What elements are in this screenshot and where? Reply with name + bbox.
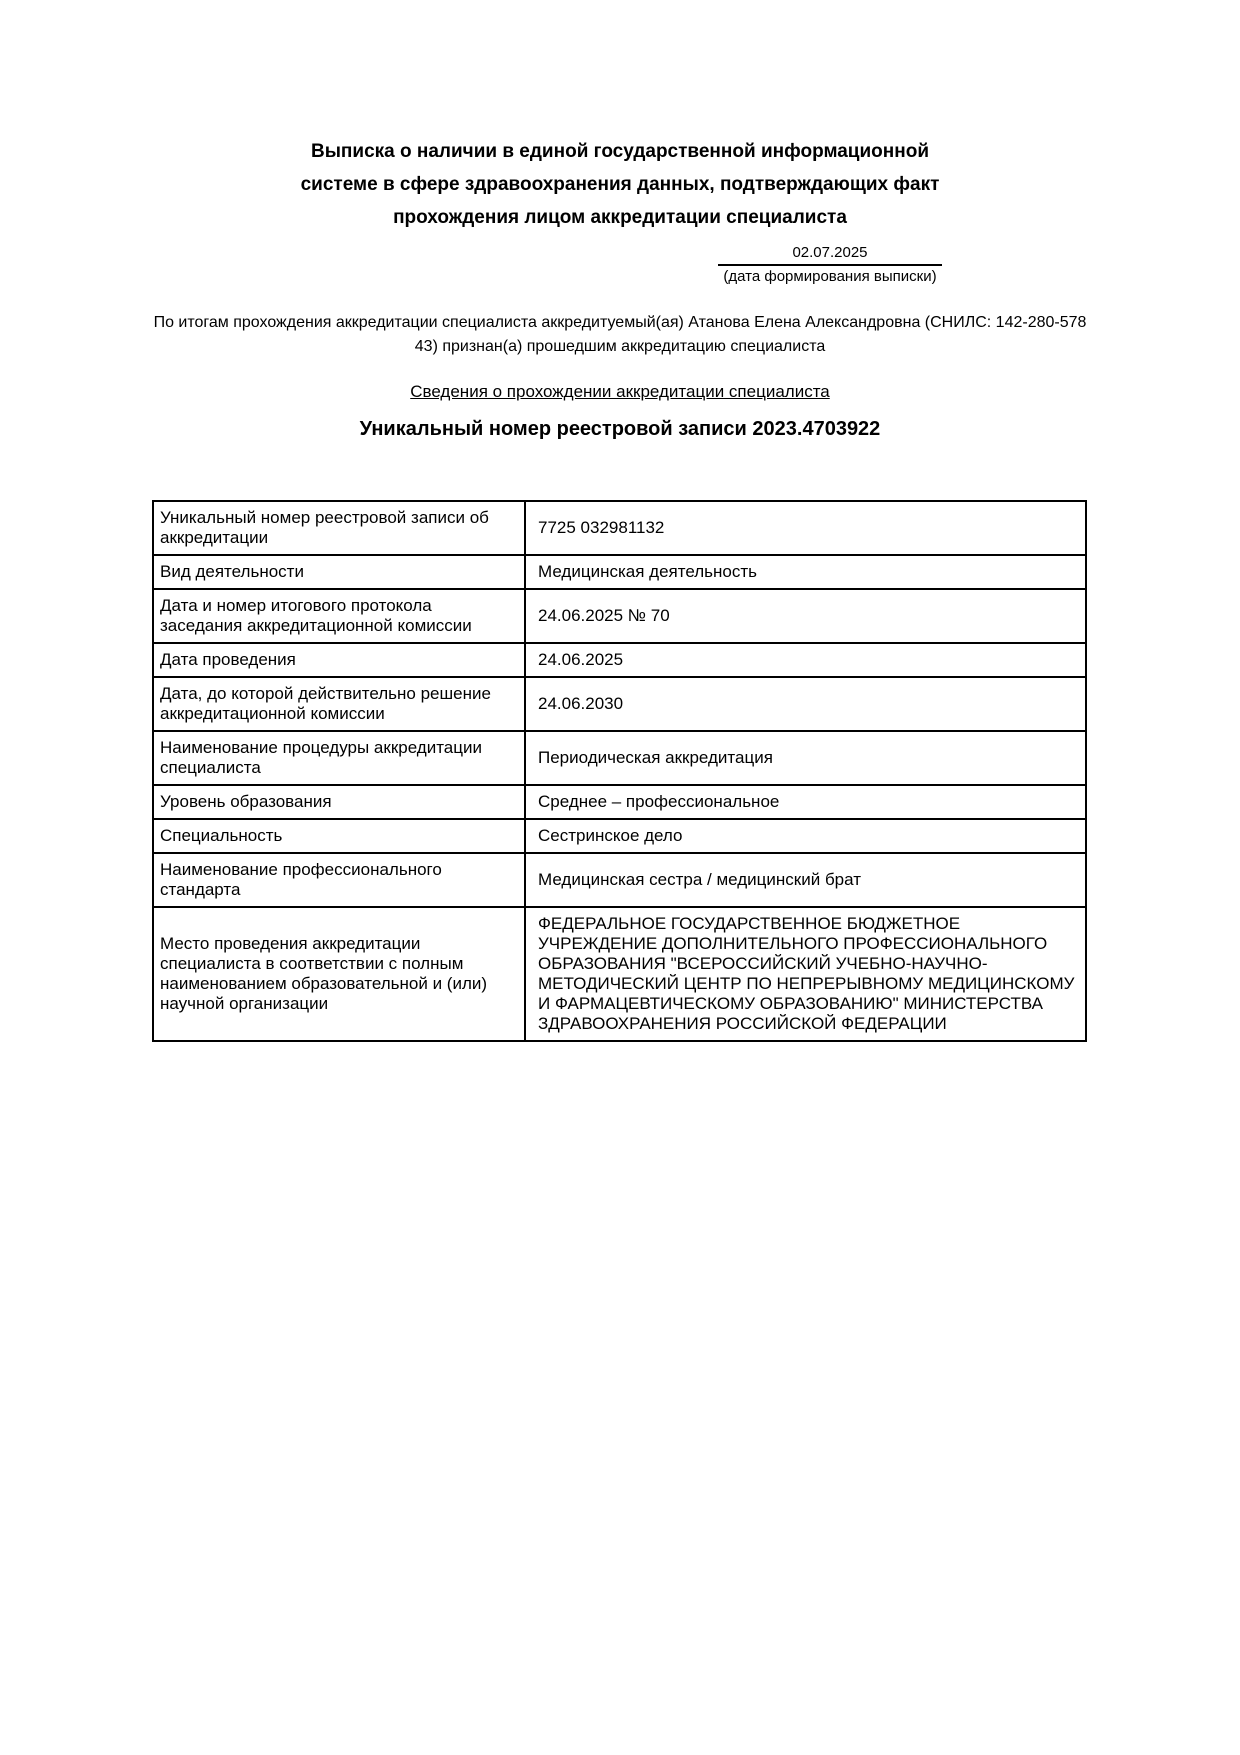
registry-number-heading: Уникальный номер реестровой записи 2023.4703922	[359, 418, 881, 440]
accreditation-table-body	[153, 501, 1086, 1041]
document-title: Выписка о наличии в единой государственной информационной системе в сфере здравоохранения данных, подтверждающих факт прохождения лицом аккредитации специалиста	[300, 141, 940, 228]
row-value: Сестринское дело	[525, 819, 1086, 853]
formation-date-caption: (дата формирования выписки)	[723, 268, 937, 285]
table-row	[153, 555, 1086, 589]
formation-date-block	[718, 242, 942, 287]
row-value: 7725 032981132	[525, 501, 1086, 555]
row-value: Медицинская деятельность	[525, 555, 1086, 589]
table-row	[153, 677, 1086, 731]
row-value: 24.06.2025	[525, 643, 1086, 677]
table-row	[153, 819, 1086, 853]
accreditation-table	[152, 500, 1087, 1042]
row-label: Дата, до которой действительно решение аккредитационной комиссии	[153, 677, 525, 731]
table-row	[153, 501, 1086, 555]
table-row	[153, 853, 1086, 907]
row-label: Уникальный номер реестровой записи об аккредитации	[153, 501, 525, 555]
row-label: Наименование профессионального стандарта	[153, 853, 525, 907]
intro-paragraph: По итогам прохождения аккредитации специалиста аккредитуемый(ая) Атанова Елена Александровна (СНИЛС: 142-280-578 43) признан(а) прошедшим аккредитацию специалиста	[153, 314, 1087, 355]
row-label: Место проведения аккредитации специалиста в соответствии с полным наименованием образовательной и (или) научной организации	[153, 907, 525, 1041]
row-value: Периодическая аккредитация	[525, 731, 1086, 785]
row-label: Дата и номер итогового протокола заседания аккредитационной комиссии	[153, 589, 525, 643]
row-value: Медицинская сестра / медицинский брат	[525, 853, 1086, 907]
table-row	[153, 731, 1086, 785]
formation-date: 02.07.2025	[718, 242, 942, 266]
section-heading: Сведения о прохождении аккредитации специалиста	[410, 382, 830, 401]
row-label: Дата проведения	[153, 643, 525, 677]
table-row	[153, 785, 1086, 819]
row-label: Уровень образования	[153, 785, 525, 819]
row-value: 24.06.2025 № 70	[525, 589, 1086, 643]
row-label: Наименование процедуры аккредитации специалиста	[153, 731, 525, 785]
row-value: 24.06.2030	[525, 677, 1086, 731]
row-value: ФЕДЕРАЛЬНОЕ ГОСУДАРСТВЕННОЕ БЮДЖЕТНОЕ УЧРЕЖДЕНИЕ ДОПОЛНИТЕЛЬНОГО ПРОФЕССИОНАЛЬНОГО ОБРАЗОВАНИЯ "ВСЕРОССИЙСКИЙ УЧЕБНО-НАУЧНО-МЕТОДИЧЕСКИЙ ЦЕНТР ПО НЕПРЕРЫВНОМУ МЕДИЦИНСКОМУ И ФАРМАЦЕВТИЧЕСКОМУ ОБРАЗОВАНИЮ" МИНИСТЕРСТВА ЗДРАВООХРАНЕНИЯ РОССИЙСКОЙ ФЕДЕРАЦИИ	[525, 907, 1086, 1041]
row-value: Среднее – профессиональное	[525, 785, 1086, 819]
table-row	[153, 589, 1086, 643]
table-row	[153, 907, 1086, 1041]
row-label: Специальность	[153, 819, 525, 853]
row-label: Вид деятельности	[153, 555, 525, 589]
table-row	[153, 643, 1086, 677]
